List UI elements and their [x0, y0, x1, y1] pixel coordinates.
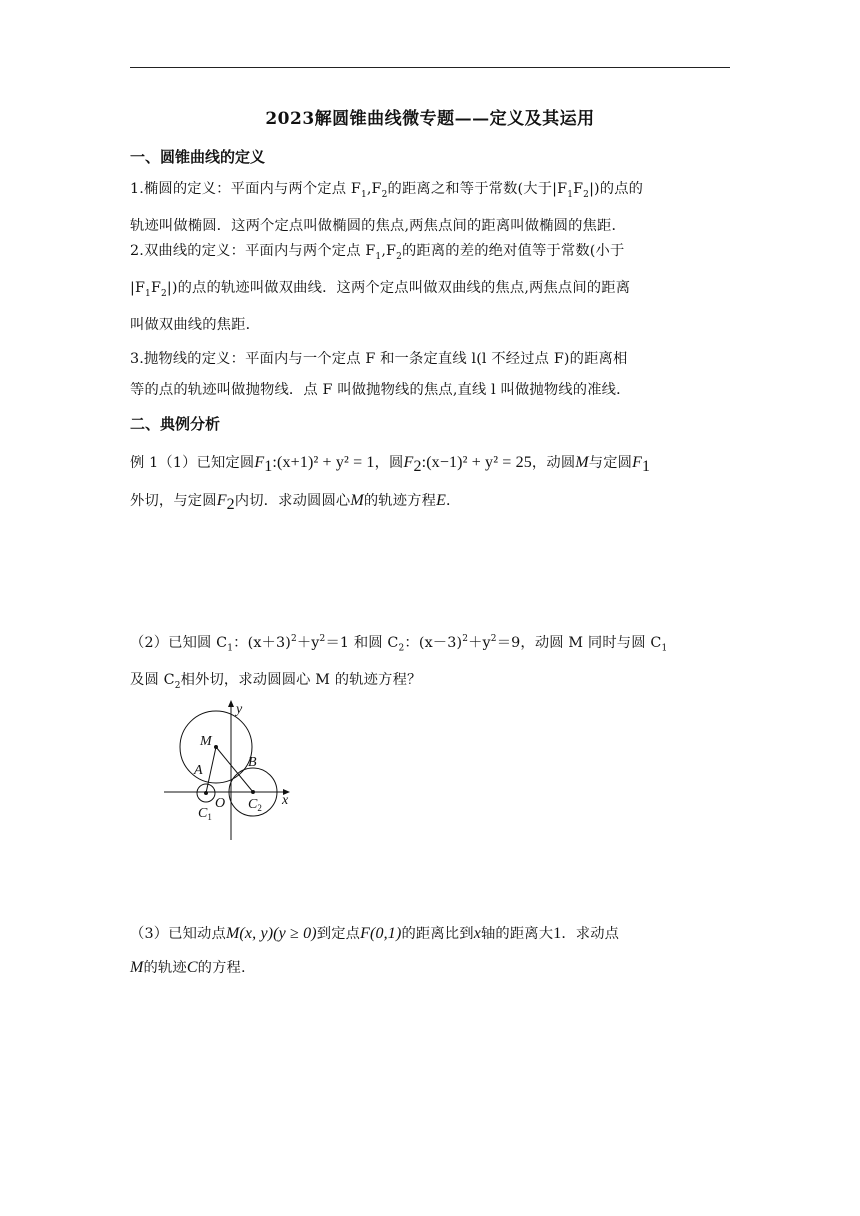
section-heading-definitions: 一、圆锥曲线的定义 [130, 148, 266, 166]
point-c2 [251, 790, 255, 794]
section-heading-examples: 二、典例分析 [130, 415, 221, 433]
definition-parabola-line2: 等的点的轨迹叫做抛物线．点 F 叫做抛物线的焦点,直线 l 叫做抛物线的准线． [130, 382, 631, 398]
example-1-part-2-line1: （2）已知圆 $C_1$：$(x+3)^2+y^2=1$ 和圆 $C_2$：$(x-3)^2+y^2=9$，动圆 M 同时与圆 $C_1$ [130, 634, 668, 654]
definition-ellipse-line2: 轨迹叫做椭圆．这两个定点叫做椭圆的焦点,两焦点间的距离叫做椭圆的焦距． [130, 217, 626, 234]
example-1-part-3-line2: M的轨迹C的方程. [130, 959, 246, 976]
example-1-part-2 [130, 624, 732, 701]
definition-ellipse [130, 174, 732, 242]
definition-hyperbola [130, 236, 732, 341]
example-1-part-1-line1: 例 1（1）已知定圆$F_1:(x+1)^2 + y^2 = 1$，圆$F_2:(x-1)^2 + y^2 = 25$，动圆M与定圆$F_1$ [130, 454, 651, 475]
example-1-part-3 [130, 917, 732, 985]
label-m: M [200, 734, 212, 749]
page-title: 2023解圆锥曲线微专题——定义及其运用 [265, 109, 595, 129]
label-a: A [194, 763, 203, 778]
label-x: x [282, 793, 289, 808]
header-rule [130, 67, 730, 68]
definition-parabola-line1: 3.抛物线的定义：平面内与一个定点 F 和一条定直线 l(l 不经过点 F)的距离相 [130, 351, 628, 367]
y-axis-arrow [228, 700, 234, 707]
circles-figure [158, 700, 298, 849]
example-1-part-1 [130, 446, 732, 522]
definition-hyperbola-line3: 叫做双曲线的焦距． [130, 316, 261, 333]
definition-hyperbola-line2: $|F_1F_2|$)的点的轨迹叫做双曲线．这两个定点叫做双曲线的焦点,两焦点间的距离 [130, 279, 631, 299]
label-c2: $C_2$ [248, 797, 262, 813]
point-m [214, 745, 218, 749]
definition-hyperbola-line1: 2.双曲线的定义：平面内与两个定点 $F_1,F_2$的距离的差的绝对值等于常数(小于 [130, 243, 625, 262]
example-1-part-2-line2: 及圆 $C_2$相外切，求动圆圆心 M 的轨迹方程？ [130, 671, 422, 691]
definition-ellipse-line1: 1.椭圆的定义：平面内与两个定点 $F_1,F_2$的距离之和等于常数(大于$|F_1F_2|$)的点的 [130, 181, 644, 200]
example-1-part-1-line2: 外切，与定圆$F_2$内切．求动圆圆心M的轨迹方程E． [130, 491, 461, 513]
label-y: y [236, 702, 243, 717]
label-b: B [248, 755, 257, 770]
circles-diagram [158, 700, 298, 845]
label-o: O [215, 796, 226, 811]
example-1-part-3-line1: （3）已知动点M(x, y)(y ≥ 0)到定点F(0,1)的距离比到x轴的距离大1．求动点 [130, 925, 620, 942]
label-c1: $C_1$ [198, 806, 212, 822]
definition-parabola [130, 344, 732, 406]
point-c1 [204, 791, 208, 795]
